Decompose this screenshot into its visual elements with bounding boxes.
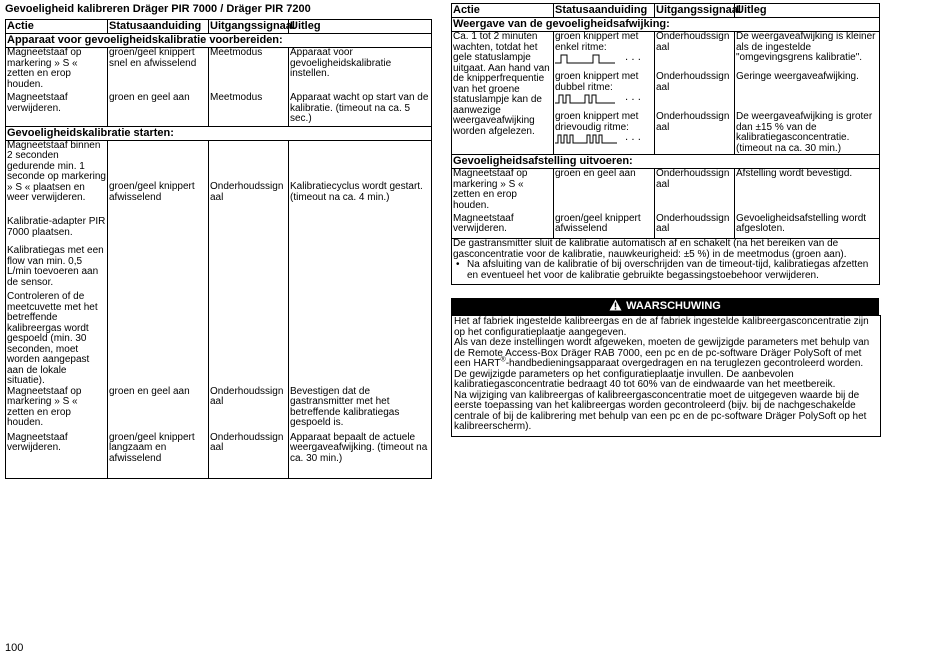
table-row xyxy=(452,214,880,239)
cell-signaal: Meetmodus xyxy=(209,90,289,126)
cell-signaal: Onderhoudssign aal xyxy=(655,214,735,239)
cell-uitleg: Kalibratiecyclus wordt gestart. (timeout na ca. 4 min.) xyxy=(289,140,432,215)
cell-signaal: Onderhoudssign aal xyxy=(209,387,289,433)
cell-status: groen en geel aan xyxy=(108,387,209,433)
cell-actie: Magneetstaaf binnen 2 seconden gedurende min. 1 seconde op markering » S « plaatsen en weer verwijderen. xyxy=(6,140,108,215)
cell-signaal: Onderhoudssign aal xyxy=(209,433,289,479)
cell-signaal: Meetmodus xyxy=(209,48,289,91)
page-title: Gevoeligheid kalibreren Dräger PIR 7000 / Dräger PIR 7200 xyxy=(5,3,311,15)
cell-status: groen en geel aan xyxy=(554,169,655,214)
cell-actie: Ca. 1 tot 2 minuten wachten, totdat het gele statuslampje uitgaat. Aan hand van de knipperfrequentie van het groene statuslampje kan de aanwezige weergaveafwijking worden afgelezen. xyxy=(452,32,554,155)
cell-status: groen/geel knippert langzaam en afwisselend xyxy=(108,433,209,479)
table-row xyxy=(6,90,432,126)
warning-paragraph: Na wijziging van kalibreergas of kalibreergasconcentratie moet de uitgegeven waarde bij de eerste toepassing van het kalibreergas worden gecontroleerd (bijv. bij de nachgeschakelde centrale of bij de kalibrering met behulp van een pc en de pc-software Dräger PolySoft op het kalibreerscherm). xyxy=(454,389,867,432)
warning-icon xyxy=(609,299,622,311)
svg-text:· · ·: · · · xyxy=(625,135,641,144)
col-header-signaal: Uitgangssignaal xyxy=(656,4,741,16)
col-header-status: Statusaanduiding xyxy=(554,4,655,18)
cell-signaal: Onderhoudssign aal xyxy=(655,169,735,214)
cell-actie: Magneetstaaf op markering » S « zetten en erop houden. xyxy=(452,169,554,214)
cell-signaal: Onderhoudssign aal xyxy=(655,32,735,73)
cell-uitleg: De weergaveafwijking is kleiner als de ingestelde "omgevingsgrens kalibratie". xyxy=(735,32,880,73)
calibration-table-left xyxy=(5,19,432,479)
calibration-note: De gastransmitter sluit de kalibratie automatisch af en schakelt (na het bereiken van de gasconcentratie voor de kalibratie, nauwkeurigheid: ±5 %) in de meetmodus (groen aan). xyxy=(453,238,847,260)
warning-title: WAARSCHUWING xyxy=(626,300,721,312)
cell-status: groen/geel knippert afwisselend xyxy=(108,140,209,215)
section-header: Gevoeligheidskalibratie starten: xyxy=(6,126,432,140)
cell-actie: Magneetstaaf verwijderen. xyxy=(6,433,108,479)
section-header: Weergave van de gevoeligheidsafwijking: xyxy=(452,18,880,32)
warning-paragraph: Als van deze instellingen wordt afgeweken, moeten de gewijzigde parameters met behulp van de Remote Access-Box Dräger RAB 7000, een pc en de pc-software Dräger PolySoft of met een HART®-handbedieningsapparaat overgedragen en na teruglezen gecontroleerd worden. De gewijzigde parameters op het configuratieplaatje invullen. De aanbevolen kalibratiegasconcentratie bedraagt 40 tot 60% van de eindwaarde van het meetbereik. xyxy=(454,337,870,390)
cell-uitleg: Afstelling wordt bevestigd. xyxy=(735,169,880,214)
svg-text:· · ·: · · · xyxy=(625,55,641,64)
cell-actie: Magneetstaaf op markering » S « zetten en erop houden. xyxy=(6,48,108,91)
cell-uitleg: Geringe weergaveafwijking. xyxy=(735,72,880,112)
page-number: 100 xyxy=(5,642,24,654)
table-row xyxy=(6,215,432,244)
note-cell xyxy=(452,239,880,285)
cell-status xyxy=(554,112,655,155)
cell-uitleg: Apparaat bepaalt de actuele weergaveafwijking. (timeout na ca. 30 min.) xyxy=(289,433,432,479)
single-pulse-icon xyxy=(555,54,650,64)
col-header-actie: Actie xyxy=(6,20,108,34)
calibration-table-right xyxy=(451,3,880,285)
cell-actie: Kalibratiegas met een flow van min. 0,5 L/min toevoeren aan de sensor. xyxy=(6,244,108,290)
cell-uitleg: Apparaat wacht op start van de kalibratie. (timeout na ca. 5 sec.) xyxy=(289,90,432,126)
warning-paragraph: Het af fabriek ingestelde kalibreergas en de af fabriek ingestelde kalibreergasconcentratie zijn op het configuratieplaatje aangegeven. xyxy=(454,316,869,338)
warning-header xyxy=(451,298,879,315)
cell-signaal: Onderhoudssign aal xyxy=(655,112,735,155)
table-row xyxy=(6,433,432,479)
col-header-actie: Actie xyxy=(452,4,554,18)
cell-actie: Controleren of de meetcuvette met het betreffende kalibreergas wordt gespoeld (min. 30 seconden, moet worden aangepast aan de lokale situatie). xyxy=(6,290,108,387)
cell-status: groen en geel aan xyxy=(108,90,209,126)
col-header-status: Statusaanduiding xyxy=(108,20,209,34)
table-row xyxy=(6,387,432,433)
cell-status: groen/geel knippert afwisselend xyxy=(554,214,655,239)
cell-uitleg: Apparaat voor gevoeligheidskalibratie instellen. xyxy=(289,48,432,91)
svg-text:· · ·: · · · xyxy=(625,95,641,104)
table-row xyxy=(6,140,432,215)
cell-uitleg: De weergaveafwijking is groter dan ±15 % van de kalibratiegasconcentratie. (timeout na ca. 30 min.) xyxy=(735,112,880,155)
cell-status xyxy=(554,72,655,112)
cell-uitleg: Gevoeligheidsafstelling wordt afgesloten. xyxy=(735,214,880,239)
table-row xyxy=(6,290,432,387)
section-header: Apparaat voor gevoeligheidskalibratie voorbereiden: xyxy=(6,34,432,48)
cell-status: groen/geel knippert snel en afwisselend xyxy=(108,48,209,91)
col-header-uitleg: Uitleg xyxy=(289,20,432,34)
warning-body xyxy=(451,315,881,437)
status-text: groen knippert met drievoudig ritme: xyxy=(555,111,639,133)
cell-status xyxy=(554,32,655,73)
col-header-uitleg: Uitleg xyxy=(735,4,880,18)
cell-actie: Kalibratie-adapter PIR 7000 plaatsen. xyxy=(6,215,108,244)
cell-signaal: Onderhoudssign aal xyxy=(655,72,735,112)
triple-pulse-icon xyxy=(555,134,650,144)
double-pulse-icon xyxy=(555,94,650,104)
cell-uitleg: Bevestigen dat de gastransmitter met het betreffende kalibratiegas gespoeld is. xyxy=(289,387,432,433)
cell-signaal: Onderhoudssign aal xyxy=(209,140,289,215)
status-text: groen knippert met dubbel ritme: xyxy=(555,71,639,93)
cell-actie: Magneetstaaf verwijderen. xyxy=(6,90,108,126)
table-row xyxy=(6,48,432,91)
table-row xyxy=(6,244,432,290)
section-header: Gevoeligheidsafstelling uitvoeren: xyxy=(452,155,880,169)
table-row xyxy=(452,169,880,214)
bullet-item: • Na afsluiting van de kalibratie of bij overschrijden van de timeout-tijd, kalibratiegas afzetten en eventueel het voor de kalibratie gebruikte begassingstoebehoor verwijderen. xyxy=(467,260,878,281)
table-row xyxy=(452,32,880,73)
cell-actie: Magneetstaaf verwijderen. xyxy=(452,214,554,239)
col-header-signaal: Uitgangssignaal xyxy=(210,20,295,32)
status-text: groen knippert met enkel ritme: xyxy=(555,31,639,53)
cell-actie: Magneetstaaf op markering » S « zetten en erop houden. xyxy=(6,387,108,433)
